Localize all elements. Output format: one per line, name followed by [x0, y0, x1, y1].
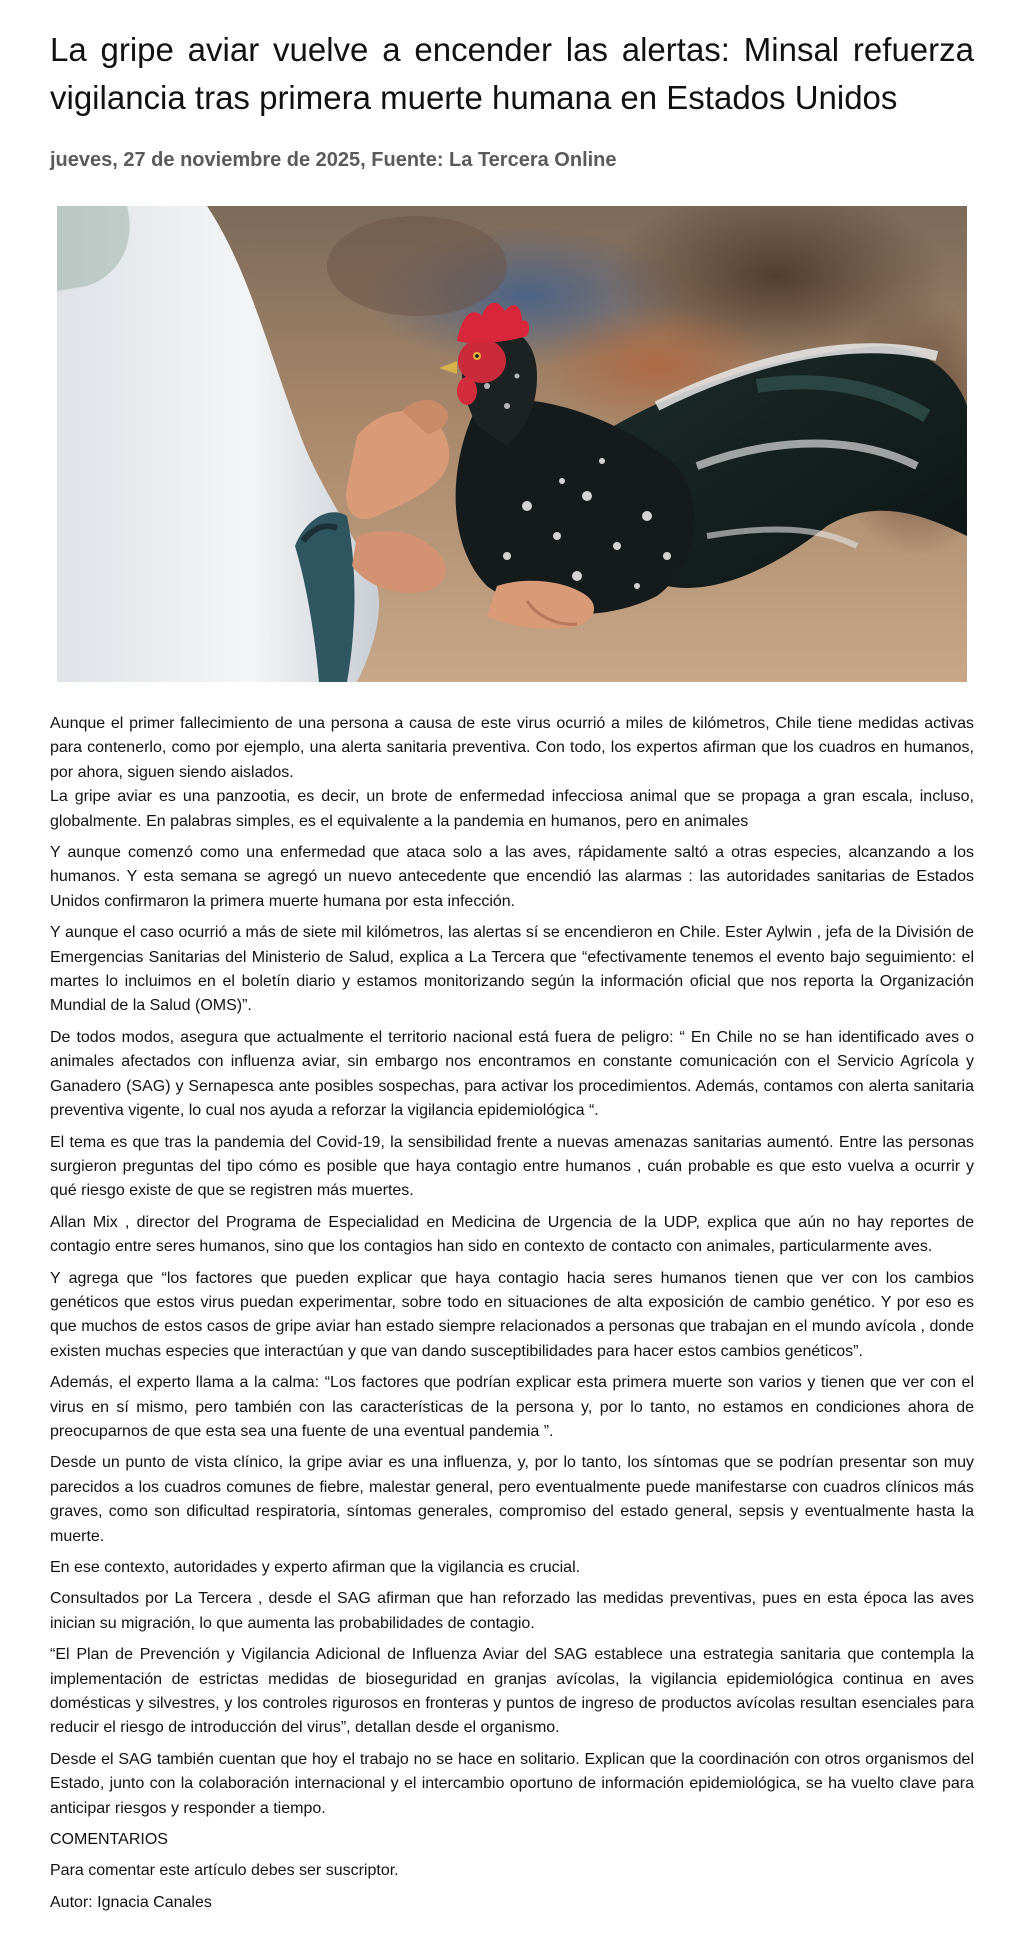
article-body — [50, 712, 974, 1915]
article-title: La gripe aviar vuelve a encender las alertas: Minsal refuerza vigilancia tras primera muerte humana en Estados Unidos — [50, 31, 974, 116]
hero-image — [57, 206, 967, 682]
article-paragraph: Y aunque el caso ocurrió a más de siete mil kilómetros, las alertas sí se encendieron en Chile. Ester Aylwin , jefa de la División de Emergencias Sanitarias del Ministerio de Salud, explica a La Tercera que “efectivamente tenemos el evento bajo seguimiento: el martes lo incluimos en el boletín diario y estamos monitorizando según la información oficial que nos reporta la Organización Mundial de la Salud (OMS)”. — [50, 924, 974, 1015]
article-paragraph: De todos modos, asegura que actualmente el territorio nacional está fuera de peligro: “ En Chile no se han identificado aves o animales afectados con influenza aviar, sin embargo nos encontramos en constante comunicación con el Servicio Agrícola y Ganadero (SAG) y Sernapesca ante posibles sospechas, para activar los procedimientos. Además, contamos con alerta sanitaria preventiva vigente, lo cual nos ayuda a reforzar la vigilancia epidemiológica “. — [50, 1028, 974, 1120]
article-paragraph: Allan Mix , director del Programa de Especialidad en Medicina de Urgencia de la UDP, explica que aún no hay reportes de contagio entre seres humanos, sino que los contagios han sido en contexto de contacto con animales, particularmente aves. — [50, 1213, 974, 1256]
article-paragraph: Consultados por La Tercera , desde el SAG afirman que han reforzado las medidas preventivas, pues en esta época las aves inician su migración, lo que aumenta las probabilidades de contagio. — [50, 1590, 974, 1632]
comments-heading: COMENTARIOS — [50, 1831, 168, 1849]
article-paragraph: Y agrega que “los factores que pueden explicar que haya contagio hacia seres humanos tienen que ver con los cambios genéticos que estos virus puedan experimentar, sobre todo en situaciones de alta exposición de cambio genético. Y por eso es que muchos de estos casos de gripe aviar han estado siempre relacionados a personas que trabajan en el mundo avícola , donde existen muchas especies que interactúan y que van dando susceptibilidades para hacer estos cambios genéticos”. — [50, 1269, 974, 1360]
article-dateline: jueves, 27 de noviembre de 2025, Fuente: La Tercera Online — [50, 149, 617, 171]
article-paragraph: En ese contexto, autoridades y experto afirman que la vigilancia es crucial. — [50, 1559, 581, 1576]
rooster-photo-icon — [57, 206, 967, 682]
comments-note: Para comentar este artículo debes ser suscriptor. — [50, 1862, 399, 1880]
article-paragraph: El tema es que tras la pandemia del Covid-19, la sensibilidad frente a nuevas amenazas sanitarias aumentó. Entre las personas surgieron preguntas del tipo cómo es posible que haya contagio entre humanos , cuán probable es que esto vuelva a ocurrir y qué riesgo existe de que se registren más muertes. — [50, 1133, 974, 1200]
author-line: Autor: Ignacia Canales — [50, 1893, 212, 1911]
article-paragraph: “El Plan de Prevención y Vigilancia Adicional de Influenza Aviar del SAG establece una estrategia sanitaria que contempla la implementación de estrictas medidas de bioseguridad en granjas avícolas, la vigilancia epidemiológica continua en aves domésticas y silvestres, y los controles rigurosos en fronteras y puntos de ingreso de productos avícolas resultan esenciales para reducir el riesgo de introducción del virus”, detallan desde el organismo. — [50, 1646, 974, 1737]
article-paragraph: Y aunque comenzó como una enfermedad que ataca solo a las aves, rápidamente saltó a otras especies, alcanzando a los humanos. Y esta semana se agregó un nuevo antecedente que encendió las alarmas : las autoridades sanitarias de Estados Unidos confirmaron la primera muerte humana por esta infección. — [50, 844, 974, 910]
article-paragraph: Aunque el primer fallecimiento de una persona a causa de este virus ocurrió a miles de kilómetros, Chile tiene medidas activas para contenerlo, como por ejemplo, una alerta sanitaria preventiva. Con todo, los expertos afirman que los cuadros en humanos, por ahora, siguen siendo aislados. — [50, 715, 974, 781]
article-paragraph: Desde el SAG también cuentan que hoy el trabajo no se hace en solitario. Explican que la coordinación con otros organismos del Estado, junto con la colaboración internacional y el intercambio oportuno de información epidemiológica, se ha vuelto clave para anticipar riesgos y responder a tiempo. — [50, 1750, 974, 1817]
article-paragraph: Además, el experto llama a la calma: “Los factores que podrían explicar esta primera muerte son varios y tienen que ver con el virus en sí mismo, pero también con las características de la persona y, por lo tanto, no estamos en condiciones ahora de preocuparnos de que esta sea una fuente de una eventual pandemia ”. — [50, 1374, 974, 1440]
article-paragraph: La gripe aviar es una panzootia, es decir, un brote de enfermedad infecciosa animal que se propaga a gran escala, incluso, globalmente. En palabras simples, es el equivalente a la pandemia en humanos, pero en animales — [50, 788, 974, 830]
article-paragraph: Desde un punto de vista clínico, la gripe aviar es una influenza, y, por lo tanto, los síntomas que se podrían presentar son muy parecidos a los cuadros comunes de fiebre, malestar general, pero eventualmente puede manifestarse con cuadros clínicos más graves, como son dificultad respiratoria, síntomas generales, compromiso del estado general, sepsis y eventualmente hasta la muerte. — [50, 1454, 974, 1545]
